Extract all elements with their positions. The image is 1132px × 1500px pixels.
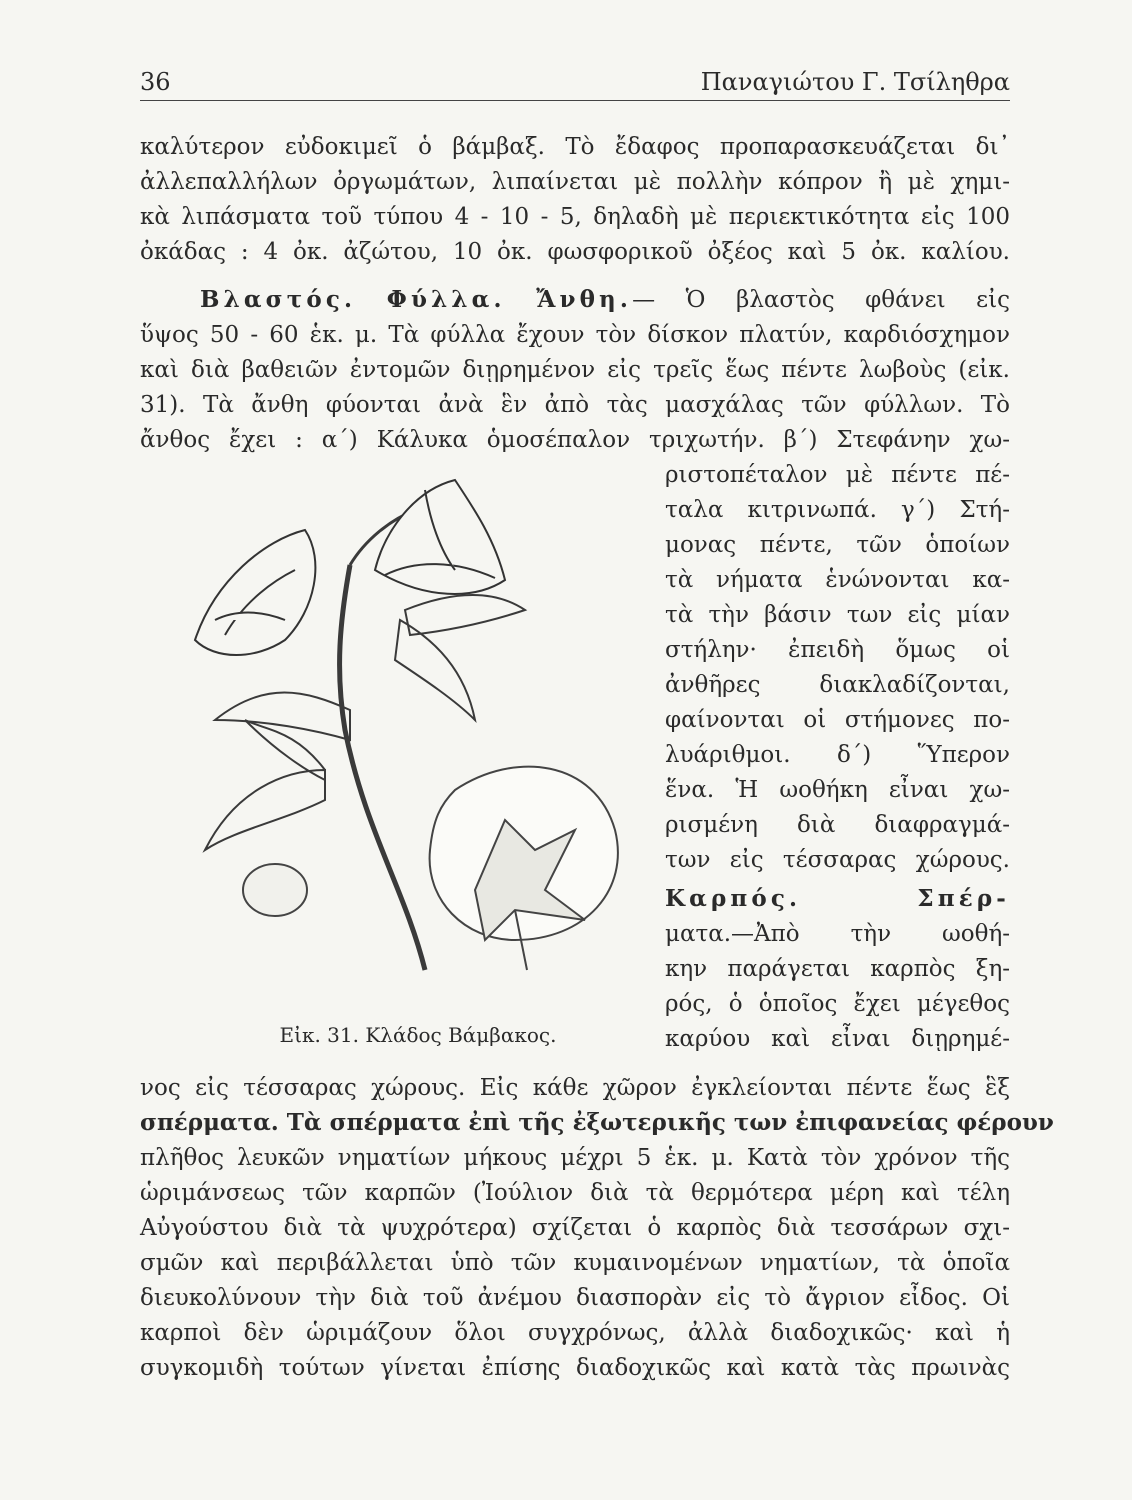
side-line: τὰ τὴν βάσιν των εἰς μίαν: [665, 602, 1010, 628]
body-line: ἀλλεπαλλήλων ὀργωμάτων, λιπαίνεται μὲ πολλὴν κόπρον ἢ μὲ χημι-: [140, 169, 1010, 195]
body-line: συγκομιδὴ τούτων γίνεται ἐπίσης διαδοχικῶς καὶ κατὰ τὰς πρωινὰς: [140, 1355, 1010, 1381]
flower-left: [195, 530, 315, 655]
side-line: ρός, ὁ ὁποῖος ἔχει μέγεθος: [665, 991, 1010, 1017]
page-header: [140, 68, 1010, 101]
body-line: 31). Τὰ ἄνθη φύονται ἀνὰ ἓν ἀπὸ τὰς μασχάλας τῶν φύλλων. Τὸ: [140, 392, 1010, 418]
body-line: διευκολύνουν τὴν διὰ τοῦ ἀνέμου διασπορὰν εἰς τὸ ἄγριον εἶδος. Οἱ: [140, 1285, 1010, 1311]
side-line: ματα.—Ἀπὸ τὴν ωοθή-: [665, 921, 1010, 947]
body-line: ὕψος 50 - 60 ἑκ. μ. Τὰ φύλλα ἔχουν τὸν δίσκον πλατύν, καρδιόσχημον: [140, 322, 1010, 348]
section-text: — Ὁ βλαστὸς φθάνει εἰς: [632, 287, 1011, 313]
side-line: ἀνθῆρες διακλαδίζονται,: [665, 672, 1010, 698]
heading-anthi: Ἄνθη.: [536, 286, 633, 313]
side-line: ἕνα. Ἡ ωοθήκη εἶναι χω-: [665, 777, 1010, 803]
heading-blastos: Βλαστός.: [200, 286, 357, 313]
figure-caption: Εἰκ. 31. Κλάδος Βάμβακος.: [279, 1023, 557, 1047]
body-line: πλῆθος λευκῶν νηματίων μήκους μέχρι 5 ἑκ. μ. Κατὰ τὸν χρόνον τῆς: [140, 1145, 1010, 1171]
side-line: καρύου καὶ εἶναι διῃρημέ-: [665, 1026, 1010, 1052]
cotton-branch-illustration: [175, 470, 645, 990]
side-line: ταλα κιτρινωπά. γ΄) Στή-: [665, 497, 1010, 523]
side-line: των εἰς τέσσαρας χώρους.: [665, 847, 1010, 873]
side-heading: Καρπός. Σπέρ-: [665, 885, 1010, 912]
body-line: Αὐγούστου διὰ τὰ ψυχρότερα) σχίζεται ὁ καρπὸς διὰ τεσσάρων σχι-: [140, 1215, 1010, 1241]
body-line: ἄνθος ἔχει : α΄) Κάλυκα ὁμοσέπαλον τριχωτήν. β΄) Στεφάνην χω-: [140, 427, 1010, 453]
body-line: νος εἰς τέσσαρας χώρους. Εἰς κάθε χῶρον ἐγκλείονται πέντε ἕως ἓξ: [140, 1075, 1010, 1101]
body-line: σπέρματα. Τὰ σπέρματα ἐπὶ τῆς ἐξωτερικῆς των ἐπιφανείας φέρουν: [140, 1109, 1054, 1136]
cotton-boll: [430, 767, 618, 970]
body-line: καλύτερον εὐδοκιμεῖ ὁ βάμβαξ. Τὸ ἔδαφος προπαρασκευάζεται δι᾽: [140, 134, 1010, 160]
boll-bottom: [243, 864, 307, 916]
body-line: ὀκάδας : 4 ὀκ. ἀζώτου, 10 ὀκ. φωσφορικοῦ ὀξέος καὶ 5 ὀκ. καλίου.: [140, 239, 1010, 265]
running-title: Παναγιώτου Γ. Τσίληθρα: [700, 68, 1010, 96]
side-line: τὰ νήματα ἑνώνονται κα-: [665, 567, 1010, 593]
heading-fylla: Φύλλα.: [386, 286, 506, 313]
side-line: μονας πέντε, τῶν ὁποίων: [665, 532, 1010, 558]
body-line: καὶ διὰ βαθειῶν ἐντομῶν διῃρημένον εἰς τρεῖς ἕως πέντε λωβοὺς (εἰκ.: [140, 357, 1010, 383]
body-line: κὰ λιπάσματα τοῦ τύπου 4 - 10 - 5, δηλαδὴ μὲ περιεκτικότητα εἰς 100: [140, 204, 1010, 230]
side-line: ρισμένη διὰ διαφραγμά-: [665, 812, 1010, 838]
body-line: καρποὶ δὲν ὡριμάζουν ὅλοι συγχρόνως, ἀλλὰ διαδοχικῶς· καὶ ἡ: [140, 1320, 1010, 1346]
side-line: λυάριθμοι. δ΄) Ὕπερον: [665, 742, 1010, 768]
section-heading-line: [200, 283, 1010, 317]
body-line: ὡριμάνσεως τῶν καρπῶν (Ἰούλιον διὰ τὰ θερμότερα μέρη καὶ τέλη: [140, 1180, 1010, 1206]
body-line: σμῶν καὶ περιβάλλεται ὑπὸ τῶν κυμαινομένων νηματίων, τὰ ὁποῖα: [140, 1250, 1010, 1276]
flower-right: [375, 480, 505, 594]
side-line: φαίνονται οἱ στήμονες πο-: [665, 707, 1010, 733]
page-number: 36: [140, 68, 171, 96]
side-line: ριστοπέταλον μὲ πέντε πέ-: [665, 462, 1010, 488]
side-line: κην παράγεται καρπὸς ξη-: [665, 956, 1010, 982]
side-line: στήλην· ἐπειδὴ ὅμως οἱ: [665, 637, 1010, 663]
